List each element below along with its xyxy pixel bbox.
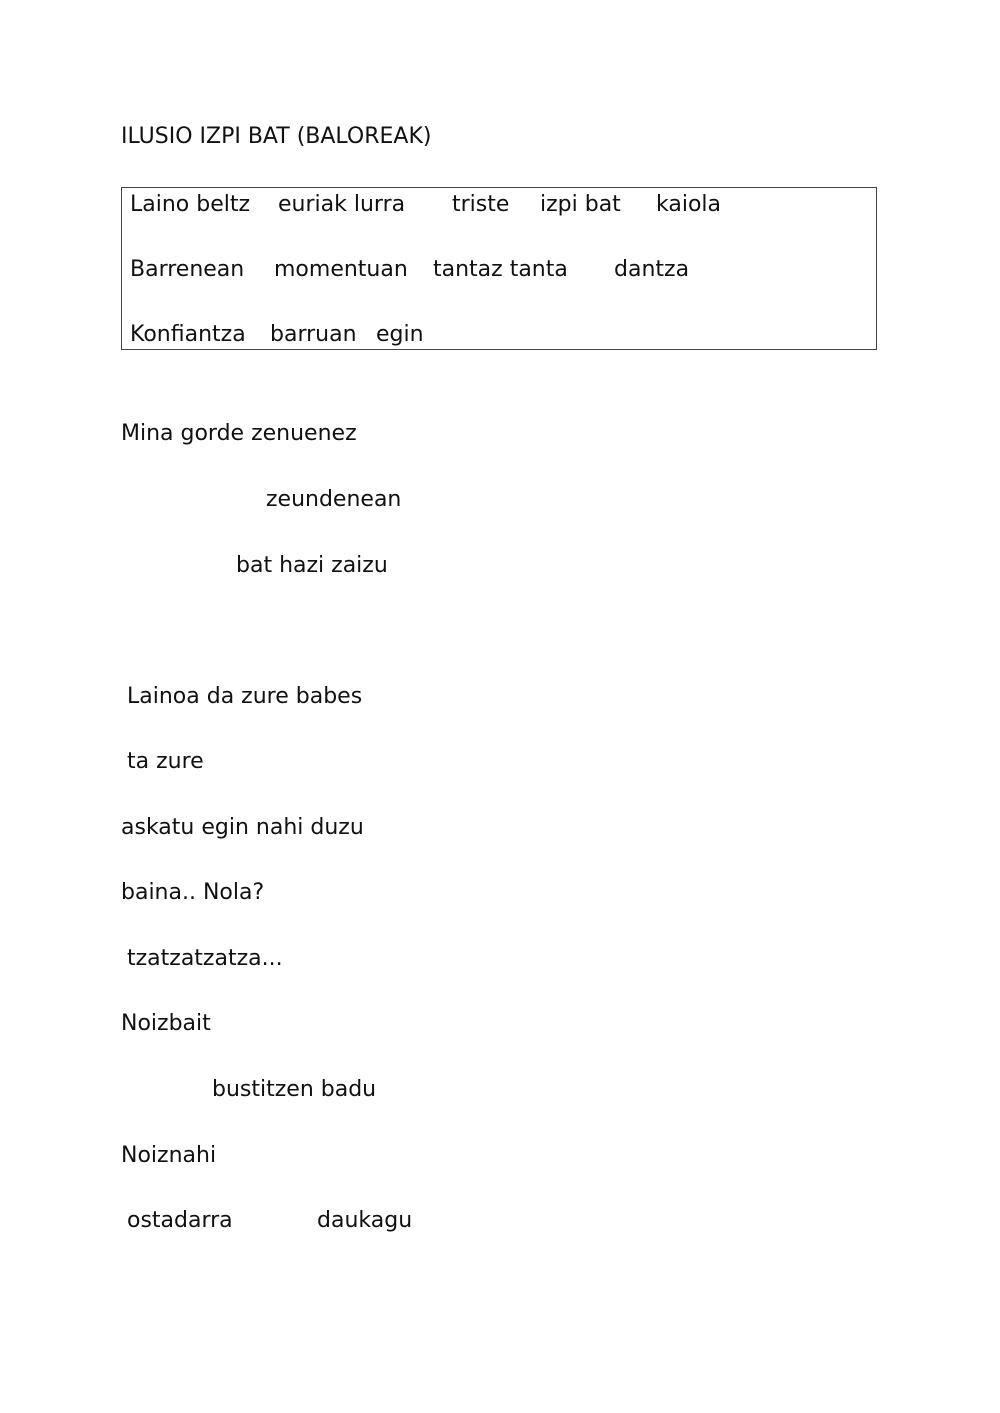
lyric-line: daukagu	[317, 1208, 413, 1233]
lyric-line: Lainoa da zure babes	[127, 684, 363, 709]
worksheet-title: ILUSIO IZPI BAT (BALOREAK)	[121, 124, 432, 149]
lyric-line: Mina gorde zenuenez	[121, 421, 357, 446]
word-bank-word: Konfiantza	[130, 322, 246, 347]
lyric-line: Noiznahi	[121, 1143, 217, 1168]
lyric-line: bustitzen badu	[212, 1077, 377, 1102]
lyric-line: askatu egin nahi duzu	[121, 815, 364, 840]
lyric-line: zeundenean	[266, 487, 402, 512]
lyric-line: ta zure	[127, 749, 204, 774]
lyric-line: bat hazi zaizu	[236, 553, 388, 578]
word-bank-word: euriak lurra	[278, 192, 406, 217]
word-bank-word: momentuan	[274, 257, 408, 282]
lyric-line: baina.. Nola?	[121, 880, 265, 905]
word-bank-word: Barrenean	[130, 257, 245, 282]
word-bank-word: triste	[452, 192, 510, 217]
word-bank-word: kaiola	[656, 192, 722, 217]
word-bank-word: egin	[376, 322, 424, 347]
word-bank-word: tantaz tanta	[433, 257, 568, 282]
lyric-line: ostadarra	[127, 1208, 233, 1233]
word-bank-word: barruan	[270, 322, 357, 347]
word-bank-word: Laino beltz	[130, 192, 251, 217]
word-bank-word: dantza	[614, 257, 690, 282]
word-bank-box	[121, 187, 877, 350]
lyric-line: Noizbait	[121, 1011, 211, 1036]
word-bank-word: izpi bat	[540, 192, 621, 217]
lyric-line: tzatzatzatza...	[127, 946, 283, 971]
